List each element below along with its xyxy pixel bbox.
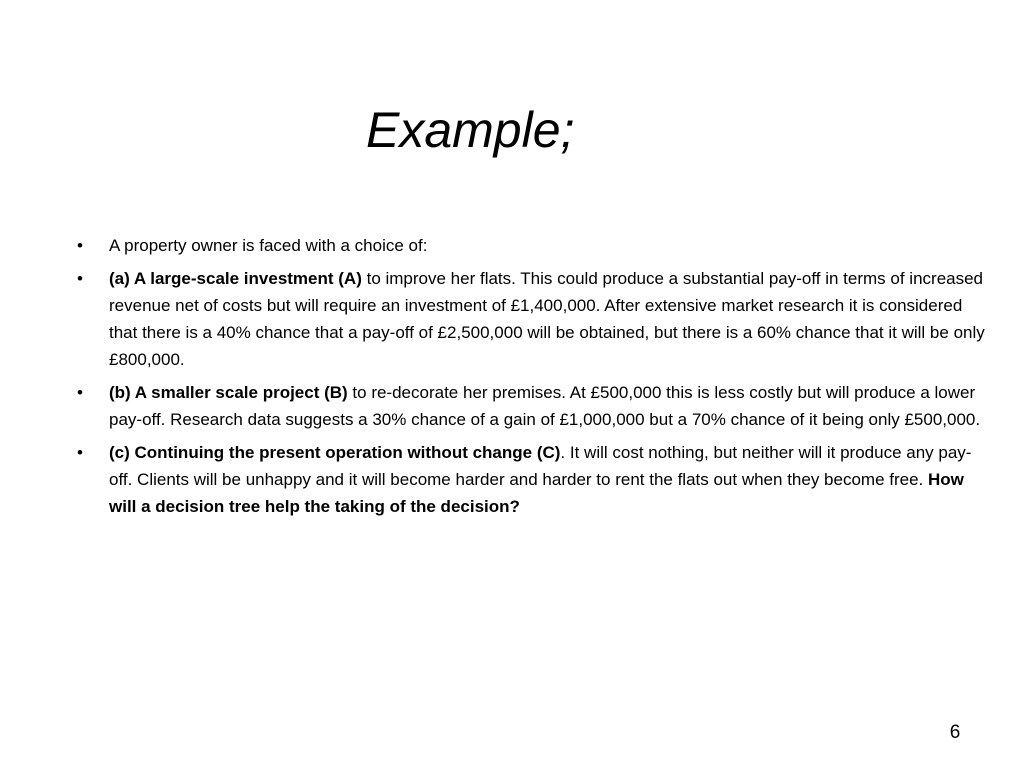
bullet-text-bold-segment: (a) A large-scale investment (A): [109, 269, 362, 288]
bullet-icon: •: [77, 443, 83, 462]
bullet-text-segment: to re-decorate her premises. At £500,000 this is less costly but will produce a lower pay-off. Research data suggests a 30% chance of a gain of £1,000,000 but a 70% chance of it being only £500,000.: [109, 383, 981, 429]
bullet-text-segment: A property owner is faced with a choice of:: [109, 236, 428, 255]
bullet-list: [72, 232, 992, 526]
bullet-text-segment: to improve her flats. This could produce a substantial pay-off in terms of increased revenue net of costs but will require an investment of £1,400,000. After extensive market research it is considered that there is a 40% chance that a pay-off of £2,500,000 will be obtained, but there is a 60% chance that it will be only £800,000.: [109, 269, 985, 369]
bullet-item: [72, 232, 992, 259]
bullet-text-segment: . It will cost nothing, but neither will it produce any pay-off. Clients will be unhappy and it will become harder and harder to rent the flats out when they become free.: [109, 443, 972, 489]
bullet-text: [109, 269, 985, 369]
bullet-icon: •: [77, 383, 83, 402]
bullet-text: [109, 383, 980, 429]
bullet-icon: •: [77, 236, 83, 255]
bullet-text-bold-segment: (c) Continuing the present operation without change (C): [109, 443, 561, 462]
bullet-icon: •: [77, 269, 83, 288]
bullet-item: [72, 265, 992, 373]
bullet-text-bold-segment: How will a decision tree help the taking of the decision?: [109, 470, 964, 516]
bullet-text: [109, 443, 971, 516]
bullet-text-bold-segment: (b) A smaller scale project (B): [109, 383, 348, 402]
slide-title: Example;: [366, 102, 575, 158]
bullet-item: [72, 439, 992, 520]
bullet-text: [109, 236, 427, 255]
bullet-item: [72, 379, 992, 433]
page-number: 6: [949, 722, 961, 743]
